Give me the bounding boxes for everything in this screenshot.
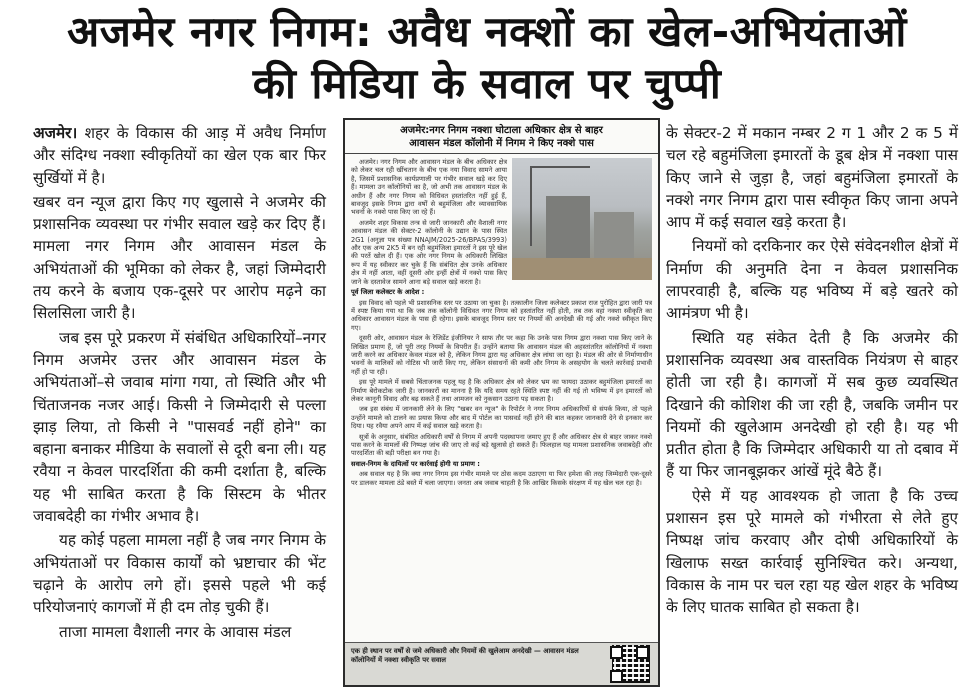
crane-shape (530, 166, 532, 246)
clipping-headline-line-2: आवासन मंडल कॉलोनी में निगम ने किए नक्शे पास (409, 138, 594, 149)
embedded-news-clipping (343, 118, 660, 687)
article-paragraph: खबर वन न्यूज द्वारा किए गए खुलासे ने अजमेर की प्रशासनिक व्यवस्था पर गंभीर सवाल खड़े कर दिए हैं। मामला नगर निगम और आवासन मंडल के अभियंताओं की भूमिका को लेकर है, जहां जिम्मेदारी तय करने के बजाय एक-दूसरे पर आरोप मढ़ने का सिलसिला जारी है। (33, 192, 326, 323)
clipping-paragraph: इस विवाद को पहले भी प्रशासनिक स्तर पर उठाया जा चुका है। तत्कालीन जिला कलेक्टर प्रकाश राज पुरोहित द्वारा जारी पत्र में स्पष्ट किया गया था कि जब तक कॉलोनी विधिवत नगर निगम को हस्तांतरित नहीं होती, तब तक वहां नक्शा स्वीकृति का अधिकार आवासन मंडल के पास ही रहेगा। इसके बावजूद निगम स्तर पर नियमों की अनदेखी की गई और नक्शे स्वीकृत किए गए। (351, 298, 652, 332)
article-paragraph: ऐसे में यह आवश्यक हो जाता है कि उच्च प्रशासन इस पूरे मामले को गंभीरता से लेते हुए निष्पक्ष जांच करवाए और दोषी अधिकारियों के खिलाफ सख्त कार्रवाई सुनिश्चित करे। अन्यथा, विकास के नाम पर चल रहा यह खेल शहर के भविष्य के लिए घातक साबित हो सकता है। (666, 486, 958, 617)
page-headline (0, 6, 974, 110)
article-paragraph: नियमों को दरकिनार कर ऐसे संवेदनशील क्षेत्रों में निर्माण की अनुमति देना न केवल प्रशासनिक लापरवाही है, बल्कि यह भविष्य में बड़े खतरे को आमंत्रण भी है। (666, 237, 958, 323)
qr-corner-marker (636, 646, 649, 659)
article-left-column (33, 122, 326, 645)
clipping-headline-line-1: अजमेर:नगर निगम नक्शा घोटाला अधिकार क्षेत्र से बाहर (400, 125, 603, 136)
construction-photo (512, 158, 652, 280)
article-paragraph: जब इस पूरे प्रकरण में संबंधित अधिकारियों–नगर निगम अजमेर उत्तर और आवासन मंडल के अभियंताओं–से जवाब मांगा गया, तो स्थिति और भी चिंताजनक नजर आई। किसी ने जिम्मेदारी से पल्ला झाड़ लिया, तो किसी ने "पासवर्ड नहीं होने" का बहाना बनाकर मीडिया के सवालों से दूरी बना ली। यह रवैया न केवल पारदर्शिता की कमी दर्शाता है, बल्कि यह भी साबित करता है कि सिस्टम के भीतर जवाबदेही का गंभीर अभाव है। (33, 328, 326, 526)
clipping-paragraph: अजमेर शहर विकास तन्त्र से जारी जानकारी और वैशाली नगर आवासन मंडल की सेक्टर-2 कॉलोनी के उद्यान के पास स्थित 2G1 (अनुज्ञा पत्र संख्या NNAJM/2025-26/BPAS/3993) और एक अन्य 2K5 में बन रही बहुमंजिला इमारतों ने इस पूरे खेल की परतें खोल दी हैं। एक ओर नगर निगम के अधिकारी लिखित रूप में यह स्वीकार कर चुके हैं कि संबंधित क्षेत्र उनके अधिकार क्षेत्र में नहीं आता, वहीं दूसरी ओर इन्हीं क्षेत्रों में नक्शे पास किए जाने के दस्तावेज सामने आना बड़े सवाल खड़े करता है। (351, 218, 507, 286)
building-shape (546, 196, 590, 260)
article-right-column (666, 122, 958, 621)
headline-line-2: की मिडिया के सवाल पर चुप्पी (252, 59, 722, 108)
clipping-paragraph: इस पूरे मामले में सबसे चिंताजनक पहलू यह है कि अधिकार क्षेत्र को लेकर भ्रम का फायदा उठाकर बहुमंजिला इमारतों का निर्माण बेरोकटोक जारी है। जानकारों का मानना है कि यदि समय रहते स्थिति स्पष्ट नहीं की गई तो भविष्य में इन इमारतों को लेकर कानूनी विवाद और बढ़ सकते हैं तथा आमजन को नुकसान उठाना पड़ सकता है। (351, 378, 652, 403)
building-shape (594, 212, 634, 260)
clipping-paragraph: जब इस संबंध में जानकारी लेने के लिए "खबर वन न्यूज" के रिपोर्टर ने नगर निगम अधिकारियों से संपर्क किया, तो पहले उन्होंने मामले को टालने का प्रयास किया और बाद में पोर्टल का पासवर्ड नहीं होने की बात कहकर जानकारी देने से इनकार कर दिया। यह रवैया अपने आप में कई सवाल खड़े करता है। (351, 405, 652, 431)
ground-shape (512, 258, 652, 280)
paragraph-text: शहर के विकास की आड़ में अवैध निर्माण और संदिग्ध नक्शा स्वीकृतियों का खेल एक बार फिर सुर्खियों में है। (33, 124, 326, 187)
clipping-headline (345, 120, 658, 154)
article-paragraph: यह कोई पहला मामला नहीं है जब नगर निगम के अभियंताओं पर विकास कार्यों को भ्रष्टाचार की भेंट चढ़ाने के आरोप लगे हों। इससे पहले भी कई परियोजनाएं कागजों में ही दम तोड़ चुकी हैं। (33, 531, 326, 617)
qr-corner-marker (610, 646, 623, 659)
article-paragraph: ताजा मामला वैशाली नगर के आवास मंडल (59, 622, 292, 641)
clipping-footer-text: एक ही स्थान पर वर्षों से जमे अधिकारी और नियमों की खुलेआम अनदेखी — आवासन मंडल कॉलोनियों में नक्शा स्वीकृति पर सवाल (351, 647, 579, 664)
clipping-body (345, 154, 658, 493)
article-paragraph (33, 122, 326, 189)
clipping-paragraph: अब सवाल यह है कि क्या नगर निगम इस गंभीर मामले पर ठोस कदम उठाएगा या फिर हमेशा की तरह जिम्मेदारी एक-दूसरे पर डालकर मामला ठंडे बस्ते में चला जाएगा। जनता अब जवाब चाहती है कि आखिर किसके संरक्षण में यह खेल चल रहा है। (351, 470, 652, 487)
clipping-footer (345, 642, 658, 685)
clipping-subheading: पूर्व जिला कलेक्टर के आदेश : (351, 288, 425, 297)
headline-line-1: अजमेर नगर निगम: अवैध नक्शों का खेल-अभियंताओं (67, 7, 907, 56)
clipping-subheading: सवाल-निगम के दायित्वों पर कार्रवाई होगी या प्रमाण : (351, 459, 480, 468)
article-paragraph: के सेक्टर-2 में मकान नम्बर 2 ग 1 और 2 क 5 में चल रहे बहुमंजिला इमारतों के डूब क्षेत्र में नक्शा पास किए जाने से जुड़ा है, जहां बहुमंजिला इमारतों के नक्शे नगर निगम द्वारा पास स्वीकृत किए जाना अपने आप में कई सवाल खड़े करता है। (666, 124, 958, 232)
article-dateline: अजमेर। (33, 124, 78, 142)
crane-arm-shape (530, 166, 590, 168)
clipping-paragraph: दूसरी ओर, आवासन मंडल के रेजिडेंट इंजीनियर ने साफ तौर पर कहा कि उनके पास निगम द्वारा नक्शा पास किए जाने के लिखित प्रमाण हैं, जो पूरी तरह नियमों के विपरीत हैं। उन्होंने बताया कि आवासन मंडल की अहस्तांतरित कॉलोनियों में नक्शा जारी करने का अधिकार केवल मंडल को है, लेकिन निगम द्वारा यह अधिकार क्षेत्र लांघा जा रहा है। मंडल की ओर से निर्माणाधीन भवनों के मालिकों को नोटिस भी जारी किए गए, लेकिन संसाधनों की कमी और निगम के असहयोग के चलते कार्रवाई प्रभावी नहीं हो पा रही। (351, 334, 652, 376)
clipping-paragraph: अजमेर। नगर निगम और आवासन मंडल के बीच अधिकार क्षेत्र को लेकर चल रही खींचतान के बीच एक नया विवाद सामने आया है, जिसमें प्रशासनिक कार्यप्रणाली पर गंभीर सवाल खड़े कर दिए हैं। मामला उन कॉलोनियों का है, जो अभी तक आवासन मंडल के अधीन हैं और नगर निगम को विधिवत हस्तांतरित नहीं हुई हैं, बावजूद इसके निगम द्वारा वर्षों से बहुमंजिला और व्यावसायिक भवनों के नक्शे पास किए जा रहे हैं। (351, 158, 507, 217)
article-paragraph: स्थिति यह संकेत देती है कि अजमेर की प्रशासनिक व्यवस्था अब वास्तविक नियंत्रण से बाहर होती जा रही है। कागजों में सब कुछ व्यवस्थित दिखाने की कोशिश की जा रही है, जबकि जमीन पर नियमों की खुलेआम अनदेखी हो रही है। यह भी प्रतीत होता है कि जिम्मेदार अधिकारी या तो दबाव में हैं या फिर जानबूझकर आंखें मूंदे बैठे हैं। (666, 328, 958, 481)
clipping-paragraph: सूत्रों के अनुसार, संबंधित अधिकारी वर्षों से निगम में अपनी पदस्थापना जमाए हुए हैं और अधिकार क्षेत्र से बाहर जाकर नक्शे पास करने के मामलों की निष्पक्ष जांच की जाए तो कई बड़े खुलासे हो सकते हैं। फिलहाल यह मामला प्रशासनिक जवाबदेही और पारदर्शिता की बड़ी परीक्षा बन गया है। (351, 432, 652, 458)
qr-corner-marker (610, 670, 623, 683)
